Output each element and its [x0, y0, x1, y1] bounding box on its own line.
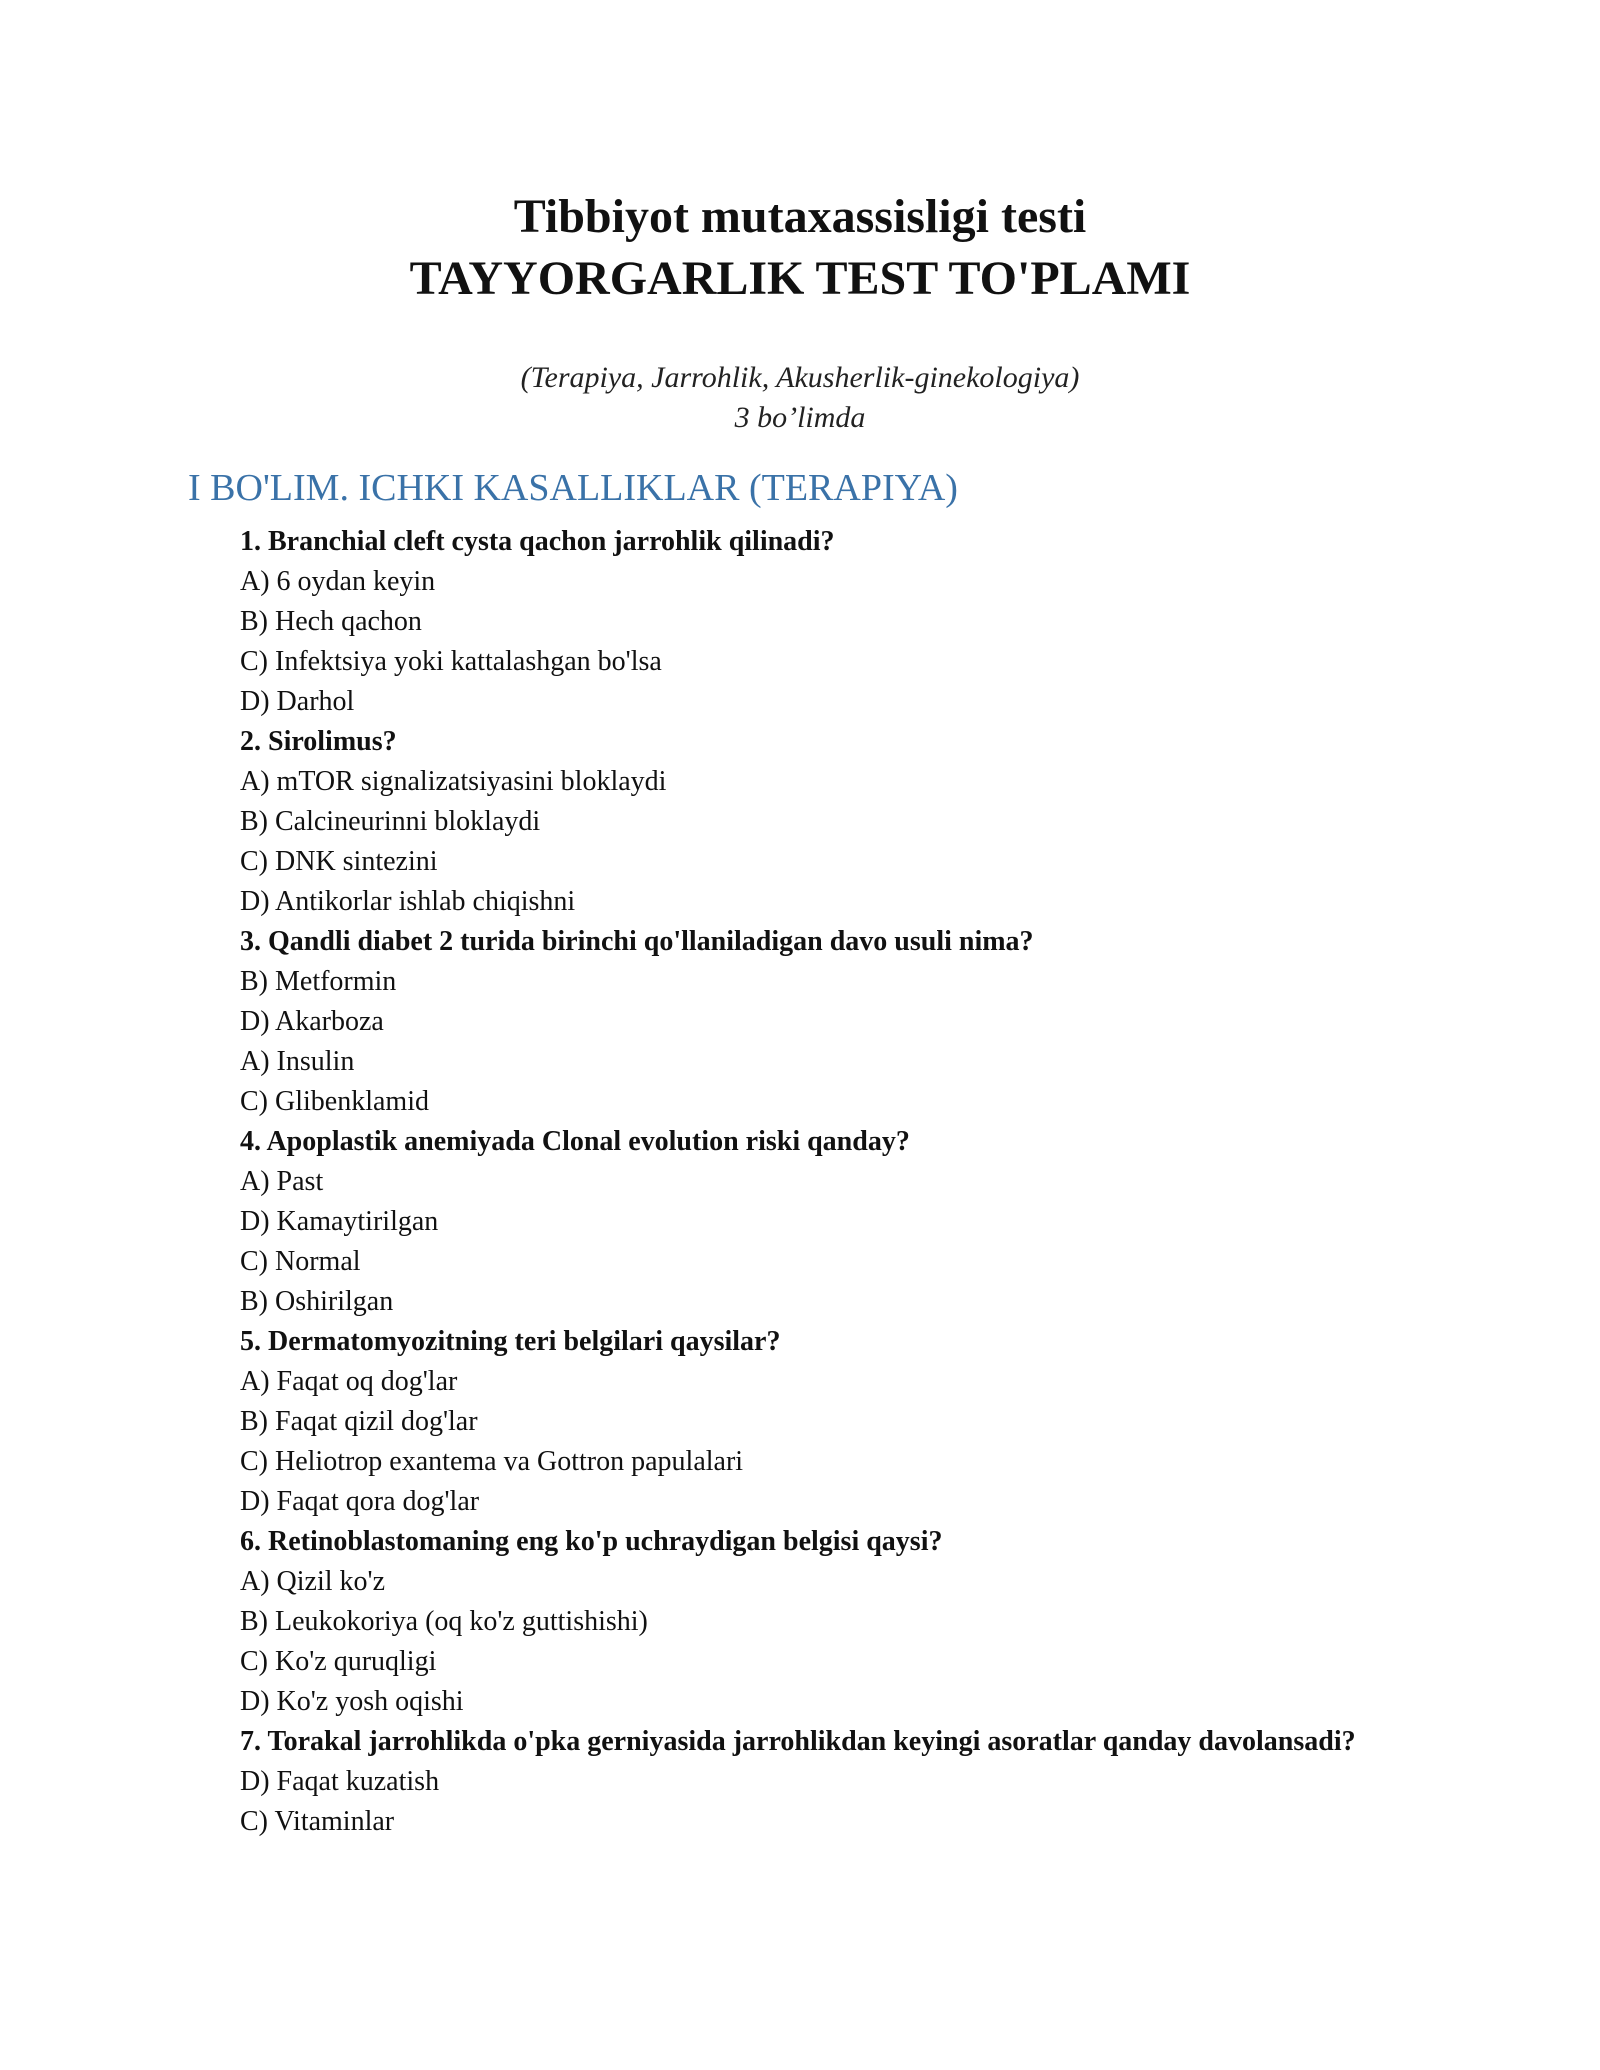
answer-option: C) Ko'z quruqligi	[240, 1646, 437, 1677]
answer-option: D) Kamaytirilgan	[240, 1206, 439, 1237]
question-item	[240, 1322, 1360, 1522]
question-text: 6. Retinoblastomaning eng ko'p uchraydigan belgisi qaysi?	[240, 1526, 943, 1557]
question-text: 2. Sirolimus?	[240, 726, 397, 757]
answer-option: B) Hech qachon	[240, 606, 422, 637]
question-list	[240, 522, 1360, 1842]
question-text: 3. Qandli diabet 2 turida birinchi qo'llaniladigan davo usuli nima?	[240, 926, 1034, 957]
question-item	[240, 1122, 1360, 1322]
answer-option: B) Faqat qizil dog'lar	[240, 1406, 478, 1437]
answer-option: A) 6 oydan keyin	[240, 566, 436, 597]
answer-option: D) Ko'z yosh oqishi	[240, 1686, 464, 1717]
answer-option: B) Calcineurinni bloklaydi	[240, 806, 541, 837]
answer-option: C) Vitaminlar	[240, 1806, 395, 1837]
answer-option: A) mTOR signalizatsiyasini bloklaydi	[240, 766, 667, 797]
section-count: 3 bo’limda	[734, 401, 866, 434]
question-text: 1. Branchial cleft cysta qachon jarrohlik qilinadi?	[240, 526, 835, 557]
question-item	[240, 722, 1360, 922]
answer-option: B) Oshirilgan	[240, 1286, 394, 1317]
question-item	[240, 1722, 1360, 1842]
answer-option: A) Past	[240, 1166, 324, 1197]
title-block	[0, 186, 1600, 310]
answer-option: B) Metformin	[240, 966, 397, 997]
answer-option: B) Leukokoriya (oq ko'z guttishishi)	[240, 1606, 648, 1637]
answer-option: C) DNK sintezini	[240, 846, 438, 877]
document-title-secondary: TAYYORGARLIK TEST TO'PLAMI	[409, 252, 1191, 305]
answer-option: A) Faqat oq dog'lar	[240, 1366, 458, 1397]
question-item	[240, 522, 1360, 722]
answer-option: A) Insulin	[240, 1046, 355, 1077]
answer-option: D) Akarboza	[240, 1006, 384, 1037]
answer-option: C) Glibenklamid	[240, 1086, 429, 1117]
subtitle-block	[0, 358, 1600, 438]
answer-option: C) Normal	[240, 1246, 361, 1277]
document-subtitle: (Terapiya, Jarrohlik, Akusherlik-ginekologiya)	[520, 361, 1080, 394]
answer-option: D) Faqat qora dog'lar	[240, 1486, 480, 1517]
answer-option: C) Heliotrop exantema va Gottron papulalari	[240, 1446, 744, 1477]
question-text: 7. Torakal jarrohlikda o'pka gerniyasida jarrohlikdan keyingi asoratlar qanday davolansadi?	[240, 1726, 1356, 1757]
section-heading: I BO'LIM. ICHKI KASALLIKLAR (TERAPIYA)	[188, 467, 958, 509]
question-text: 4. Apoplastik anemiyada Clonal evolution riski qanday?	[240, 1126, 910, 1157]
answer-option: D) Antikorlar ishlab chiqishni	[240, 886, 576, 917]
question-item	[240, 1522, 1360, 1722]
answer-option: D) Darhol	[240, 686, 355, 717]
answer-option: D) Faqat kuzatish	[240, 1766, 440, 1797]
answer-option: C) Infektsiya yoki kattalashgan bo'lsa	[240, 646, 662, 677]
document-title: Tibbiyot mutaxassisligi testi	[513, 190, 1087, 243]
answer-option: A) Qizil ko'z	[240, 1566, 386, 1597]
question-item	[240, 922, 1360, 1122]
question-text: 5. Dermatomyozitning teri belgilari qaysilar?	[240, 1326, 781, 1357]
